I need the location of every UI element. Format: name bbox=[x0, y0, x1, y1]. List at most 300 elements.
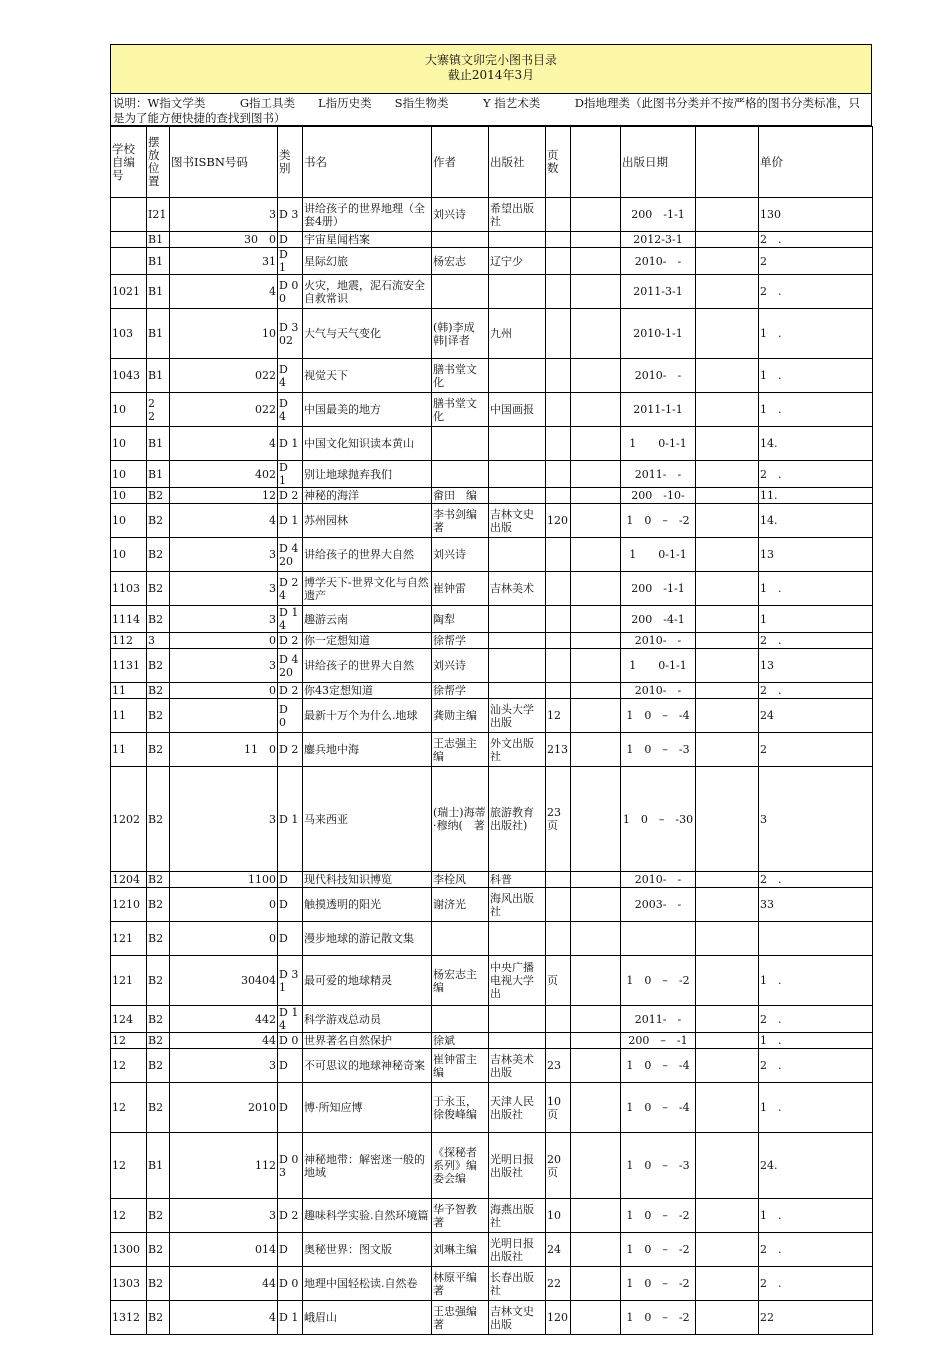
header-blank-b bbox=[696, 127, 759, 198]
cell-blank-b bbox=[696, 309, 759, 359]
cell-price: 2 . bbox=[759, 872, 873, 888]
cell-school-id: 112 bbox=[111, 633, 147, 649]
cell-book-title: 你43定想知道 bbox=[303, 683, 432, 699]
cell-publisher: 九州 bbox=[489, 309, 546, 359]
cell-price: 2 bbox=[759, 733, 873, 767]
cell-category: D 1 bbox=[278, 504, 303, 538]
cell-shelf: B2 bbox=[147, 572, 170, 606]
table-row bbox=[111, 1049, 873, 1083]
cell-pages bbox=[546, 633, 571, 649]
cell-blank-b bbox=[696, 1006, 759, 1033]
cell-book-title: 地理中国轻松读.自然卷 bbox=[303, 1267, 432, 1301]
cell-blank-a bbox=[571, 232, 621, 248]
table-row bbox=[111, 606, 873, 633]
cell-category: D 0 bbox=[278, 699, 303, 733]
cell-book-title: 奥秘世界：图文版 bbox=[303, 1233, 432, 1267]
cell-shelf: B1 bbox=[147, 427, 170, 461]
cell-pub-date: 1 0 – -2 bbox=[621, 956, 696, 1006]
cell-school-id: 11 bbox=[111, 683, 147, 699]
cell-isbn: 014 bbox=[170, 1233, 278, 1267]
cell-blank-b bbox=[696, 232, 759, 248]
cell-school-id: 1303 bbox=[111, 1267, 147, 1301]
cell-pub-date: 1 0 – -4 bbox=[621, 1049, 696, 1083]
cell-blank-a bbox=[571, 683, 621, 699]
cell-shelf: B2 bbox=[147, 1301, 170, 1335]
cell-school-id: 124 bbox=[111, 1006, 147, 1033]
cell-author: 李书剑编著 bbox=[432, 504, 489, 538]
cell-blank-b bbox=[696, 606, 759, 633]
catalog-title: 大寨镇文卯完小图书目录 bbox=[424, 53, 557, 67]
table-row bbox=[111, 232, 873, 248]
cell-pub-date: 1 0-1-1 bbox=[621, 649, 696, 683]
cell-shelf: B2 bbox=[147, 1033, 170, 1049]
cell-pages bbox=[546, 488, 571, 504]
header-category: 类别 bbox=[278, 127, 303, 198]
cell-pages: 22 bbox=[546, 1267, 571, 1301]
cell-category: D 2 bbox=[278, 633, 303, 649]
cell-publisher bbox=[489, 606, 546, 633]
cell-publisher: 海风出版社 bbox=[489, 888, 546, 922]
table-row bbox=[111, 248, 873, 275]
cell-category: D 03 bbox=[278, 1133, 303, 1199]
cell-author: 于永玉，徐俊峰编 bbox=[432, 1083, 489, 1133]
cell-book-title: 峨眉山 bbox=[303, 1301, 432, 1335]
cell-author bbox=[432, 275, 489, 309]
cell-publisher: 海燕出版社 bbox=[489, 1199, 546, 1233]
cell-pub-date: 1 0 – -3 bbox=[621, 1133, 696, 1199]
cell-pages bbox=[546, 683, 571, 699]
cell-book-title: 中国文化知识读本黄山 bbox=[303, 427, 432, 461]
cell-blank-a bbox=[571, 922, 621, 956]
cell-isbn: 1100 bbox=[170, 872, 278, 888]
cell-shelf: B1 bbox=[147, 359, 170, 393]
cell-school-id: 1204 bbox=[111, 872, 147, 888]
cell-pub-date: 200 -4-1 bbox=[621, 606, 696, 633]
cell-author: 李栓风 bbox=[432, 872, 489, 888]
cell-category: D 1 bbox=[278, 461, 303, 488]
cell-book-title: 讲给孩子的世界地理（全套4册） bbox=[303, 198, 432, 232]
cell-pages bbox=[546, 427, 571, 461]
cell-author: 崔钟雷主编 bbox=[432, 1049, 489, 1083]
cell-book-title: 星际幻旅 bbox=[303, 248, 432, 275]
cell-book-title: 神秘的海洋 bbox=[303, 488, 432, 504]
cell-blank-b bbox=[696, 1049, 759, 1083]
cell-shelf: B2 bbox=[147, 922, 170, 956]
cell-price: 2 . bbox=[759, 232, 873, 248]
cell-price: 24 bbox=[759, 699, 873, 733]
cell-pages bbox=[546, 1033, 571, 1049]
cell-blank-a bbox=[571, 633, 621, 649]
cell-pages bbox=[546, 309, 571, 359]
table-row bbox=[111, 1199, 873, 1233]
cell-pages bbox=[546, 275, 571, 309]
table-row bbox=[111, 488, 873, 504]
cell-pub-date: 200 – -1 bbox=[621, 1033, 696, 1049]
cell-pages bbox=[546, 572, 571, 606]
cell-publisher: 天津人民出版社 bbox=[489, 1083, 546, 1133]
table-row bbox=[111, 1006, 873, 1033]
cell-pub-date: 200 -10- bbox=[621, 488, 696, 504]
cell-pub-date: 1 0 – -4 bbox=[621, 699, 696, 733]
cell-pub-date: 1 0-1-1 bbox=[621, 427, 696, 461]
cell-blank-a bbox=[571, 872, 621, 888]
cell-category: D 3 bbox=[278, 198, 303, 232]
cell-book-title: 苏州园林 bbox=[303, 504, 432, 538]
cell-pub-date: 1 0 – -30 bbox=[621, 767, 696, 872]
cell-blank-b bbox=[696, 888, 759, 922]
cell-price: 2 bbox=[759, 248, 873, 275]
cell-blank-a bbox=[571, 488, 621, 504]
cell-book-title: 世界著名自然保护 bbox=[303, 1033, 432, 1049]
cell-book-title: 博学天下-世界文化与自然遗产 bbox=[303, 572, 432, 606]
cell-shelf: B2 bbox=[147, 1049, 170, 1083]
cell-isbn: 30 0 bbox=[170, 232, 278, 248]
table-row bbox=[111, 1301, 873, 1335]
cell-category: D 1 bbox=[278, 248, 303, 275]
cell-isbn: 30404 bbox=[170, 956, 278, 1006]
cell-shelf: B1 bbox=[147, 275, 170, 309]
cell-shelf: B2 bbox=[147, 606, 170, 633]
cell-pages bbox=[546, 248, 571, 275]
cell-blank-b bbox=[696, 1199, 759, 1233]
cell-isbn: 0 bbox=[170, 922, 278, 956]
cell-pub-date: 2010- - bbox=[621, 248, 696, 275]
cell-pages bbox=[546, 872, 571, 888]
cell-blank-b bbox=[696, 1267, 759, 1301]
cell-pub-date: 2010- - bbox=[621, 872, 696, 888]
table-row bbox=[111, 1267, 873, 1301]
cell-price: 13 bbox=[759, 538, 873, 572]
cell-shelf: B2 bbox=[147, 1267, 170, 1301]
cell-isbn: 2010 bbox=[170, 1083, 278, 1133]
cell-blank-b bbox=[696, 683, 759, 699]
cell-isbn: 112 bbox=[170, 1133, 278, 1199]
cell-pages: 12 bbox=[546, 699, 571, 733]
cell-pages: 23页 bbox=[546, 767, 571, 872]
cell-school-id: 10 bbox=[111, 488, 147, 504]
cell-pub-date: 1 0 – -2 bbox=[621, 504, 696, 538]
cell-blank-b bbox=[696, 504, 759, 538]
cell-isbn: 44 bbox=[170, 1267, 278, 1301]
cell-school-id: 12 bbox=[111, 1083, 147, 1133]
table-row bbox=[111, 767, 873, 872]
cell-isbn: 11 0 bbox=[170, 733, 278, 767]
cell-shelf: B2 bbox=[147, 504, 170, 538]
cell-blank-b bbox=[696, 198, 759, 232]
cell-school-id: 12 bbox=[111, 1049, 147, 1083]
cell-blank-b bbox=[696, 922, 759, 956]
cell-author: 王志强主编 bbox=[432, 733, 489, 767]
cell-shelf: B1 bbox=[147, 232, 170, 248]
cell-author: 徐斌 bbox=[432, 1033, 489, 1049]
cell-isbn: 3 bbox=[170, 198, 278, 232]
cell-publisher bbox=[489, 538, 546, 572]
cell-price: 1 . bbox=[759, 1199, 873, 1233]
cell-author: (瑞士)海蒂·穆纳( 著 bbox=[432, 767, 489, 872]
cell-publisher: 旅游教育出版社) bbox=[489, 767, 546, 872]
cell-blank-a bbox=[571, 699, 621, 733]
header-school-id: 学校自编号 bbox=[111, 127, 147, 198]
cell-pages: 页 bbox=[546, 956, 571, 1006]
cell-book-title: 触摸透明的阳光 bbox=[303, 888, 432, 922]
cell-blank-a bbox=[571, 888, 621, 922]
cell-shelf: B2 bbox=[147, 1233, 170, 1267]
cell-school-id: 1103 bbox=[111, 572, 147, 606]
title-box bbox=[110, 44, 872, 94]
cell-author: 徐帮学 bbox=[432, 633, 489, 649]
cell-pages bbox=[546, 1006, 571, 1033]
cell-blank-b bbox=[696, 488, 759, 504]
cell-publisher bbox=[489, 359, 546, 393]
cell-publisher bbox=[489, 461, 546, 488]
cell-blank-a bbox=[571, 1133, 621, 1199]
cell-publisher bbox=[489, 488, 546, 504]
cell-school-id: 10 bbox=[111, 504, 147, 538]
cell-blank-b bbox=[696, 633, 759, 649]
cell-blank-a bbox=[571, 649, 621, 683]
cell-shelf: B2 bbox=[147, 488, 170, 504]
cell-price: 24. bbox=[759, 1133, 873, 1199]
cell-isbn: 442 bbox=[170, 1006, 278, 1033]
cell-pages: 23 bbox=[546, 1049, 571, 1083]
cell-isbn: 4 bbox=[170, 275, 278, 309]
cell-price: 2 . bbox=[759, 633, 873, 649]
cell-school-id: 1312 bbox=[111, 1301, 147, 1335]
cell-publisher: 吉林美术 bbox=[489, 572, 546, 606]
cell-author: 林原平编著 bbox=[432, 1267, 489, 1301]
cell-pages: 213 bbox=[546, 733, 571, 767]
cell-category: D 2 bbox=[278, 733, 303, 767]
cell-isbn: 4 bbox=[170, 427, 278, 461]
cell-category: D bbox=[278, 1233, 303, 1267]
cell-category: D 14 bbox=[278, 606, 303, 633]
cell-isbn: 0 bbox=[170, 888, 278, 922]
cell-school-id: 12 bbox=[111, 1133, 147, 1199]
cell-book-title: 大气与天气变化 bbox=[303, 309, 432, 359]
cell-price: 33 bbox=[759, 888, 873, 922]
cell-pages bbox=[546, 606, 571, 633]
cell-school-id: 103 bbox=[111, 309, 147, 359]
cell-blank-b bbox=[696, 427, 759, 461]
cell-book-title: 趣游云南 bbox=[303, 606, 432, 633]
cell-publisher: 外文出版社 bbox=[489, 733, 546, 767]
cell-author: 华予智教著 bbox=[432, 1199, 489, 1233]
table-row bbox=[111, 888, 873, 922]
cell-blank-a bbox=[571, 461, 621, 488]
cell-blank-a bbox=[571, 538, 621, 572]
cell-book-title: 鏖兵地中海 bbox=[303, 733, 432, 767]
cell-book-title: 讲给孩子的世界大自然 bbox=[303, 538, 432, 572]
cell-publisher: 吉林文史出版 bbox=[489, 1301, 546, 1335]
cell-school-id: 10 bbox=[111, 393, 147, 427]
cell-price: 11. bbox=[759, 488, 873, 504]
cell-author: 畲田 编 bbox=[432, 488, 489, 504]
header-isbn: 图书ISBN号码 bbox=[170, 127, 278, 198]
header-row bbox=[111, 127, 873, 198]
table-row bbox=[111, 572, 873, 606]
cell-category: D 420 bbox=[278, 538, 303, 572]
cell-publisher bbox=[489, 427, 546, 461]
cell-author bbox=[432, 1006, 489, 1033]
cell-school-id: 1202 bbox=[111, 767, 147, 872]
cell-publisher: 吉林美术出版 bbox=[489, 1049, 546, 1083]
cell-publisher bbox=[489, 275, 546, 309]
cell-price: 1 . bbox=[759, 393, 873, 427]
cell-shelf: B2 bbox=[147, 733, 170, 767]
cell-price: 1 . bbox=[759, 359, 873, 393]
cell-blank-a bbox=[571, 606, 621, 633]
cell-isbn: 3 bbox=[170, 538, 278, 572]
cell-pub-date: 1 0 – -2 bbox=[621, 1199, 696, 1233]
cell-pub-date: 200 -1-1 bbox=[621, 198, 696, 232]
cell-school-id: 1021 bbox=[111, 275, 147, 309]
cell-author: 崔钟雷 bbox=[432, 572, 489, 606]
cell-publisher bbox=[489, 633, 546, 649]
cell-pub-date: 2010- - bbox=[621, 633, 696, 649]
cell-blank-b bbox=[696, 733, 759, 767]
cell-pub-date: 2011- - bbox=[621, 1006, 696, 1033]
cell-category: D bbox=[278, 1049, 303, 1083]
cell-category: D 302 bbox=[278, 309, 303, 359]
cell-price: 1 bbox=[759, 606, 873, 633]
cell-isbn: 4 bbox=[170, 1301, 278, 1335]
cell-isbn: 0 bbox=[170, 683, 278, 699]
cell-shelf: B1 bbox=[147, 248, 170, 275]
cell-category: D bbox=[278, 888, 303, 922]
cell-blank-b bbox=[696, 1083, 759, 1133]
cell-book-title: 神秘地带：解密迷一般的地域 bbox=[303, 1133, 432, 1199]
cell-pub-date: 1 0 – -3 bbox=[621, 733, 696, 767]
cell-author: 陶犁 bbox=[432, 606, 489, 633]
cell-category: D 31 bbox=[278, 956, 303, 1006]
cell-isbn: 12 bbox=[170, 488, 278, 504]
cell-blank-a bbox=[571, 572, 621, 606]
cell-shelf: 2 2 bbox=[147, 393, 170, 427]
cell-blank-b bbox=[696, 275, 759, 309]
header-publisher: 出版社 bbox=[489, 127, 546, 198]
cell-blank-a bbox=[571, 248, 621, 275]
cell-blank-a bbox=[571, 1006, 621, 1033]
cell-pub-date: 2010-1-1 bbox=[621, 309, 696, 359]
cell-isbn: 3 bbox=[170, 572, 278, 606]
cell-publisher: 辽宁少 bbox=[489, 248, 546, 275]
cell-blank-b bbox=[696, 1033, 759, 1049]
cell-blank-b bbox=[696, 359, 759, 393]
cell-shelf: B2 bbox=[147, 538, 170, 572]
cell-category: D 1 bbox=[278, 1301, 303, 1335]
cell-blank-b bbox=[696, 1301, 759, 1335]
cell-school-id: 1043 bbox=[111, 359, 147, 393]
cell-publisher: 希望出版社 bbox=[489, 198, 546, 232]
cell-book-title: 中国最美的地方 bbox=[303, 393, 432, 427]
table-row bbox=[111, 427, 873, 461]
cell-publisher bbox=[489, 1006, 546, 1033]
cell-author: 膳书堂文化 bbox=[432, 359, 489, 393]
cell-school-id: 1131 bbox=[111, 649, 147, 683]
cell-shelf: 3 bbox=[147, 633, 170, 649]
cell-price: 2 . bbox=[759, 1006, 873, 1033]
cell-publisher: 中央广播电视大学出 bbox=[489, 956, 546, 1006]
cell-shelf: B1 bbox=[147, 309, 170, 359]
header-shelf: 摆放位置 bbox=[147, 127, 170, 198]
cell-isbn: 10 bbox=[170, 309, 278, 359]
cell-isbn: 3 bbox=[170, 1199, 278, 1233]
cell-pages bbox=[546, 888, 571, 922]
cell-category: D 2 bbox=[278, 683, 303, 699]
cell-pub-date: 200 -1-1 bbox=[621, 572, 696, 606]
cell-price: 14. bbox=[759, 504, 873, 538]
cell-blank-a bbox=[571, 198, 621, 232]
catalog-subtitle: 截止2014年3月 bbox=[447, 68, 535, 82]
cell-book-title: 火灾，地震，泥石流安全自救常识 bbox=[303, 275, 432, 309]
header-book-title: 书名 bbox=[303, 127, 432, 198]
cell-author: 《探秘者系列》编委会编 bbox=[432, 1133, 489, 1199]
cell-book-title: 讲给孩子的世界大自然 bbox=[303, 649, 432, 683]
cell-book-title: 最新十万个为什么.地球 bbox=[303, 699, 432, 733]
cell-blank-a bbox=[571, 393, 621, 427]
cell-isbn: 3 bbox=[170, 606, 278, 633]
cell-pub-date: 1 0-1-1 bbox=[621, 538, 696, 572]
header-pub-date: 出版日期 bbox=[621, 127, 696, 198]
cell-category: D bbox=[278, 1083, 303, 1133]
cell-blank-a bbox=[571, 504, 621, 538]
cell-blank-b bbox=[696, 767, 759, 872]
cell-blank-a bbox=[571, 956, 621, 1006]
cell-publisher: 光明日报出版社 bbox=[489, 1233, 546, 1267]
cell-author: 王忠强编著 bbox=[432, 1301, 489, 1335]
cell-book-title: 视觉天下 bbox=[303, 359, 432, 393]
cell-pub-date: 2003- - bbox=[621, 888, 696, 922]
cell-book-title: 你一定想知道 bbox=[303, 633, 432, 649]
cell-shelf: B2 bbox=[147, 649, 170, 683]
cell-pages: 20页 bbox=[546, 1133, 571, 1199]
cell-blank-a bbox=[571, 309, 621, 359]
cell-school-id: 10 bbox=[111, 427, 147, 461]
cell-author: 刘兴诗 bbox=[432, 198, 489, 232]
cell-book-title: 别让地球抛弃我们 bbox=[303, 461, 432, 488]
cell-category: D 00 bbox=[278, 275, 303, 309]
cell-category: D 4 bbox=[278, 393, 303, 427]
cell-blank-b bbox=[696, 649, 759, 683]
cell-author: 徐帮学 bbox=[432, 683, 489, 699]
cell-author bbox=[432, 232, 489, 248]
cell-author bbox=[432, 461, 489, 488]
cell-category: D bbox=[278, 872, 303, 888]
cell-school-id: 11 bbox=[111, 699, 147, 733]
cell-publisher bbox=[489, 922, 546, 956]
cell-school-id: 10 bbox=[111, 461, 147, 488]
cell-school-id: 1300 bbox=[111, 1233, 147, 1267]
cell-category: D 4 bbox=[278, 359, 303, 393]
table-row bbox=[111, 872, 873, 888]
cell-price: 130 bbox=[759, 198, 873, 232]
table-body bbox=[111, 127, 873, 1335]
cell-school-id bbox=[111, 232, 147, 248]
cell-author: 刘兴诗 bbox=[432, 649, 489, 683]
cell-pub-date: 2011-1-1 bbox=[621, 393, 696, 427]
cell-author: 刘兴诗 bbox=[432, 538, 489, 572]
cell-price: 1 . bbox=[759, 1083, 873, 1133]
cell-shelf: B2 bbox=[147, 767, 170, 872]
table-row bbox=[111, 683, 873, 699]
cell-pub-date: 1 0 – -2 bbox=[621, 1301, 696, 1335]
catalog-sheet bbox=[110, 44, 872, 1335]
table-row bbox=[111, 956, 873, 1006]
category-note: 说明：W指文学类 G指工具类 L指历史类 S指生物类 Y 指艺术类 D指地理类（此图书分类并不按严格的图书分类标准，只是为了能方便快捷的查找到图书） bbox=[110, 94, 872, 126]
cell-isbn: 0 bbox=[170, 633, 278, 649]
cell-publisher: 中国画报 bbox=[489, 393, 546, 427]
table-row bbox=[111, 393, 873, 427]
